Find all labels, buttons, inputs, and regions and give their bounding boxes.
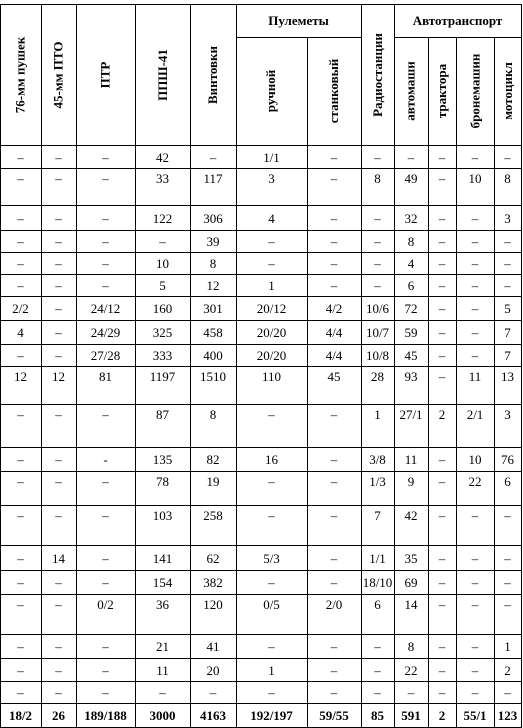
table-cell: 11 <box>404 452 418 467</box>
table-cell: 27/28 <box>90 348 121 363</box>
table-cell: 400 <box>203 348 223 363</box>
table-cell: 135 <box>152 452 173 467</box>
table-cell: 7 <box>504 348 511 363</box>
table-cell: – <box>374 639 381 654</box>
header-motorcycles-text: мотоцикл <box>499 62 515 120</box>
table-cell: 81 <box>99 369 112 384</box>
table-cell: 9 <box>407 474 415 489</box>
table-cell: 24/29 <box>90 325 121 340</box>
table-cell: 3 <box>268 171 275 186</box>
table-cell: 11 <box>156 662 169 678</box>
total-cell: 189/188 <box>84 708 127 723</box>
header-machine-guns: Пулеметы <box>268 12 329 28</box>
table-cell: 103 <box>152 508 173 523</box>
table-cell: 27/1 <box>399 407 423 422</box>
table-cell: – <box>471 210 479 226</box>
table-cell: 3 <box>504 210 511 226</box>
table-cell: – <box>471 639 479 654</box>
table-cell: 28 <box>371 369 384 384</box>
table-cell: 3 <box>504 407 511 422</box>
table-cell: – <box>330 256 338 271</box>
table-cell: – <box>438 452 446 467</box>
table-cell: 36 <box>156 597 169 612</box>
table-cell: 45 <box>327 369 341 384</box>
table-cell: 93 <box>404 369 418 384</box>
table-cell: – <box>330 210 338 226</box>
table-cell: – <box>471 508 479 523</box>
table-cell: – <box>471 575 479 590</box>
table-cell: – <box>438 256 446 271</box>
table-cell: – <box>102 685 109 700</box>
table-cell: – <box>102 256 109 271</box>
total-cell: 192/197 <box>250 708 293 723</box>
table-cell: 19 <box>206 474 220 489</box>
table-cell: 141 <box>152 550 173 566</box>
table-cell: – <box>438 369 446 384</box>
table-cell: 258 <box>203 508 223 523</box>
table-cell: – <box>374 662 381 678</box>
table-cell: – <box>330 452 338 467</box>
table-cell: 4 <box>407 256 415 271</box>
table-cell: – <box>17 278 24 293</box>
table-cell: 76 <box>501 452 514 467</box>
total-cell: 123 <box>497 708 518 723</box>
table-cell: 82 <box>206 452 220 467</box>
header-mg-hand-text: ручной <box>263 69 279 113</box>
table-cell: 10 <box>468 171 482 186</box>
header-cars-text: автомаши <box>403 61 418 121</box>
table-cell: – <box>504 575 511 590</box>
table-cell: – <box>102 508 109 523</box>
table-cell: 458 <box>203 325 223 340</box>
table-cell: – <box>471 685 479 700</box>
table-cell: 41 <box>206 639 220 654</box>
header-ptr-text: ПТР <box>97 61 113 88</box>
header-motorcycles <box>494 41 521 141</box>
table-cell: – <box>55 407 62 422</box>
table-cell: 122 <box>152 210 173 226</box>
header-cars <box>394 41 428 141</box>
table-cell: – <box>55 474 62 489</box>
table-cell: 1/1 <box>263 149 280 165</box>
table-cell: – <box>438 149 446 165</box>
table-cell: 20/20 <box>256 325 287 340</box>
table-cell: – <box>17 348 24 363</box>
table-cell: – <box>102 278 109 293</box>
table-cell: – <box>374 234 381 249</box>
header-mg-stand-text: станковый <box>326 58 341 124</box>
table-cell: 3/8 <box>369 452 386 467</box>
table-cell: – <box>330 407 338 422</box>
table-cell: – <box>268 407 275 422</box>
table-cell: – <box>268 234 275 249</box>
column-border <box>521 4 522 728</box>
total-cell: 26 <box>52 708 65 723</box>
table-cell: – <box>17 550 24 566</box>
table-cell: – <box>407 685 415 700</box>
table-cell: 2/2 <box>12 301 29 316</box>
table-cell: – <box>268 685 275 700</box>
table-cell: 301 <box>203 301 223 316</box>
table-cell: – <box>55 662 62 678</box>
table-cell: 42 <box>404 508 418 523</box>
header-ppsh41-text: ППШ-41 <box>154 48 170 101</box>
table-cell: – <box>159 685 166 700</box>
header-tractors <box>428 41 456 141</box>
table-cell: 10/7 <box>365 325 390 340</box>
table-cell: – <box>102 550 109 566</box>
header-rifles-text: Винтовки <box>205 45 221 104</box>
table-cell: – <box>17 597 24 612</box>
table-cell: – <box>438 348 446 363</box>
auto-group-divider <box>394 37 522 38</box>
table-cell: 8 <box>407 639 415 654</box>
table-cell: 12 <box>52 369 65 384</box>
table-cell: 4/4 <box>325 348 343 363</box>
table-cell: 33 <box>156 171 169 186</box>
table-cell: – <box>330 662 338 678</box>
table-cell: – <box>17 685 24 700</box>
table-cell: – <box>438 278 446 293</box>
header-armored-cars <box>456 41 494 141</box>
table-cell: 35 <box>404 550 418 566</box>
table-cell: 20 <box>206 662 220 678</box>
table-cell: 12 <box>206 278 220 293</box>
table-cell: – <box>471 301 479 316</box>
table-cell: – <box>330 278 338 293</box>
header-mg-stand <box>307 41 361 141</box>
table-cell: 5 <box>504 301 511 316</box>
total-cell: 55/1 <box>463 708 487 723</box>
table-cell: 22 <box>468 474 482 489</box>
table-cell: 22 <box>404 662 418 678</box>
table-cell: – <box>55 325 62 340</box>
table-cell: – <box>504 256 511 271</box>
mg-group-divider <box>236 37 362 38</box>
total-cell: 3000 <box>149 708 176 723</box>
table-cell: 4/4 <box>325 325 343 340</box>
table-cell: – <box>504 685 511 700</box>
table-cell: – <box>330 550 338 566</box>
table-cell: – <box>504 508 511 523</box>
table-cell: 6 <box>504 474 511 489</box>
header-76mm-guns <box>0 10 41 139</box>
table-cell: 2/0 <box>325 597 343 612</box>
table-cell: 0/2 <box>97 597 114 612</box>
table-cell: 20/12 <box>256 301 287 316</box>
header-rifles <box>190 10 236 139</box>
table-cell: – <box>330 474 338 489</box>
table-cell: – <box>330 234 338 249</box>
table-cell: – <box>504 234 511 249</box>
table-cell: 10/6 <box>365 301 390 316</box>
table-cell: – <box>17 407 24 422</box>
table-cell: – <box>268 256 275 271</box>
table-cell: – <box>102 575 109 590</box>
table-cell: – <box>102 171 109 186</box>
table-cell: 382 <box>203 575 223 590</box>
table-cell: 24/12 <box>90 301 121 316</box>
table-cell: – <box>504 550 511 566</box>
table-cell: 2 <box>504 662 511 678</box>
table-cell: 1 <box>374 407 381 422</box>
table-cell: 11 <box>468 369 482 384</box>
total-cell: 2 <box>438 708 446 723</box>
table-cell: – <box>17 256 24 271</box>
table-cell: – <box>17 508 24 523</box>
table-cell: 4/2 <box>325 301 343 316</box>
table-cell: – <box>471 662 479 678</box>
table-cell: 306 <box>203 210 223 226</box>
table-cell: 154 <box>152 575 173 590</box>
table-cell: – <box>209 149 217 165</box>
table-cell: 14 <box>52 550 65 566</box>
table-cell: – <box>438 234 446 249</box>
total-cell: 85 <box>371 708 384 723</box>
table-cell: 8 <box>374 171 381 186</box>
table-cell: 14 <box>404 597 418 612</box>
table-cell: – <box>374 149 381 165</box>
table-cell: – <box>209 685 217 700</box>
table-cell: – <box>438 575 446 590</box>
table-cell: 16 <box>265 452 278 467</box>
table-cell: – <box>55 639 62 654</box>
table-cell: 1 <box>504 639 511 654</box>
total-cell: 4163 <box>200 708 226 723</box>
table-cell: – <box>471 149 479 165</box>
table-cell: 87 <box>156 407 169 422</box>
table-cell: – <box>438 685 446 700</box>
table-cell: – <box>330 508 338 523</box>
header-motor-transport: Автотранспорт <box>412 12 503 28</box>
table-cell: – <box>55 575 62 590</box>
table-cell: – <box>471 325 479 340</box>
header-45mm-pto-text: 45-мм ПТО <box>50 40 66 109</box>
table-cell: – <box>268 474 275 489</box>
header-ptr <box>76 10 135 139</box>
table-cell: 2 <box>438 407 446 422</box>
table-cell: – <box>55 508 62 523</box>
table-cell: 8 <box>209 256 217 271</box>
table-cell: 10 <box>156 256 169 271</box>
table-cell: – <box>374 256 381 271</box>
table-cell: – <box>471 278 479 293</box>
table-cell: – <box>504 278 511 293</box>
header-76mm-guns-text: 76-мм пушек <box>12 36 28 113</box>
header-radio-stations-text: Радиостанции <box>369 32 385 117</box>
table-cell: – <box>330 685 338 700</box>
table-cell: 120 <box>203 597 223 612</box>
table-cell: – <box>159 234 166 249</box>
table-cell: 8 <box>407 234 415 249</box>
table-cell: – <box>102 210 109 226</box>
table-cell: – <box>330 149 338 165</box>
table-cell: 49 <box>404 171 418 186</box>
table-cell: 42 <box>156 149 169 165</box>
table-cell: – <box>17 452 24 467</box>
table-cell: – <box>438 508 446 523</box>
header-tractors-text: трактора <box>434 63 449 119</box>
table-cell: 1/1 <box>369 550 386 566</box>
table-cell: – <box>374 278 381 293</box>
header-45mm-pto <box>41 10 76 139</box>
header-armored-cars-text: бронемашин <box>467 53 482 129</box>
table-cell: – <box>102 407 109 422</box>
table-cell: – <box>55 597 62 612</box>
total-cell: 59/55 <box>319 708 349 723</box>
table-cell: – <box>504 149 511 165</box>
table-cell: 10/8 <box>365 348 390 363</box>
table-cell: 12 <box>14 369 27 384</box>
table-cell: – <box>268 508 275 523</box>
table-cell: 5/3 <box>263 550 280 566</box>
table-cell: – <box>438 474 446 489</box>
table-cell: – <box>438 550 446 566</box>
table-cell: – <box>471 348 479 363</box>
table-cell: – <box>102 639 109 654</box>
table-cell: – <box>504 597 511 612</box>
header-ppsh41 <box>135 10 190 139</box>
table-cell: 6 <box>374 597 381 612</box>
table-cell: 1 <box>268 278 275 293</box>
table-cell: 7 <box>374 508 381 523</box>
table-cell: – <box>438 662 446 678</box>
table-cell: 1197 <box>149 369 176 384</box>
table-cell: 32 <box>404 210 418 226</box>
table-cell: - <box>103 452 108 467</box>
table-cell: 1/3 <box>369 474 386 489</box>
table-cell: 18/10 <box>362 575 393 590</box>
table-cell: 110 <box>261 369 282 384</box>
table-cell: 45 <box>404 348 418 363</box>
table-cell: – <box>17 575 24 590</box>
table-cell: 333 <box>152 348 173 363</box>
table-cell: 5 <box>159 278 166 293</box>
table-cell: – <box>102 149 109 165</box>
total-cell: 591 <box>401 708 421 723</box>
table-cell: 21 <box>156 639 169 654</box>
table-cell: – <box>17 474 24 489</box>
table-cell: 117 <box>203 171 223 186</box>
table-cell: – <box>471 256 479 271</box>
table-cell: 2/1 <box>466 407 484 422</box>
table-cell: 0/5 <box>263 597 280 612</box>
table-cell: – <box>102 474 109 489</box>
total-cell: 18/2 <box>8 708 33 723</box>
table-cell: – <box>438 301 446 316</box>
table-cell: 1510 <box>200 369 226 384</box>
table-cell: – <box>438 597 446 612</box>
table-cell: – <box>374 685 381 700</box>
table-cell: – <box>55 348 62 363</box>
table-cell: – <box>438 325 446 340</box>
table-cell: 4 <box>268 210 275 226</box>
table-cell: – <box>438 171 446 186</box>
table-cell: – <box>102 234 109 249</box>
table-cell: 1 <box>268 662 275 678</box>
table-cell: – <box>268 575 275 590</box>
table-cell: 78 <box>156 474 169 489</box>
table-cell: – <box>330 171 338 186</box>
table-cell: 8 <box>209 407 217 422</box>
table-cell: 13 <box>501 369 514 384</box>
header-radio-stations <box>361 10 394 139</box>
table-cell: – <box>17 639 24 654</box>
table-cell: – <box>55 301 62 316</box>
table-cell: – <box>268 639 275 654</box>
table-cell: – <box>55 685 62 700</box>
table-cell: 39 <box>206 234 220 249</box>
table-cell: 4 <box>17 325 24 340</box>
table-cell: 62 <box>206 550 220 566</box>
table-cell: – <box>17 234 24 249</box>
table-cell: – <box>55 171 62 186</box>
table-cell: – <box>330 575 338 590</box>
table-cell: – <box>438 639 446 654</box>
table-cell: – <box>374 210 381 226</box>
table-cell: – <box>471 234 479 249</box>
table-cell: – <box>55 149 62 165</box>
table-cell: 7 <box>504 325 511 340</box>
table-cell: 59 <box>404 325 418 340</box>
table-cell: – <box>55 452 62 467</box>
table-cell: – <box>55 210 62 226</box>
table-cell: – <box>55 234 62 249</box>
table-cell: – <box>55 278 62 293</box>
table-cell: – <box>17 210 24 226</box>
table-cell: – <box>17 149 24 165</box>
table-cell: 72 <box>404 301 418 316</box>
table-cell: 160 <box>152 301 173 316</box>
table-cell: – <box>407 149 415 165</box>
table-cell: – <box>438 210 446 226</box>
header-mg-hand <box>236 41 307 141</box>
table-cell: 10 <box>468 452 482 467</box>
table-cell: – <box>330 639 338 654</box>
table-cell: – <box>471 550 479 566</box>
table-cell: 8 <box>504 171 511 186</box>
table-cell: 6 <box>407 278 415 293</box>
table-cell: – <box>55 256 62 271</box>
table-cell: – <box>17 171 24 186</box>
table-cell: 20/20 <box>256 348 287 363</box>
table-cell: – <box>102 662 109 678</box>
table-cell: 69 <box>404 575 418 590</box>
table-cell: – <box>17 662 24 678</box>
table-cell: 325 <box>152 325 173 340</box>
table-cell: – <box>471 597 479 612</box>
